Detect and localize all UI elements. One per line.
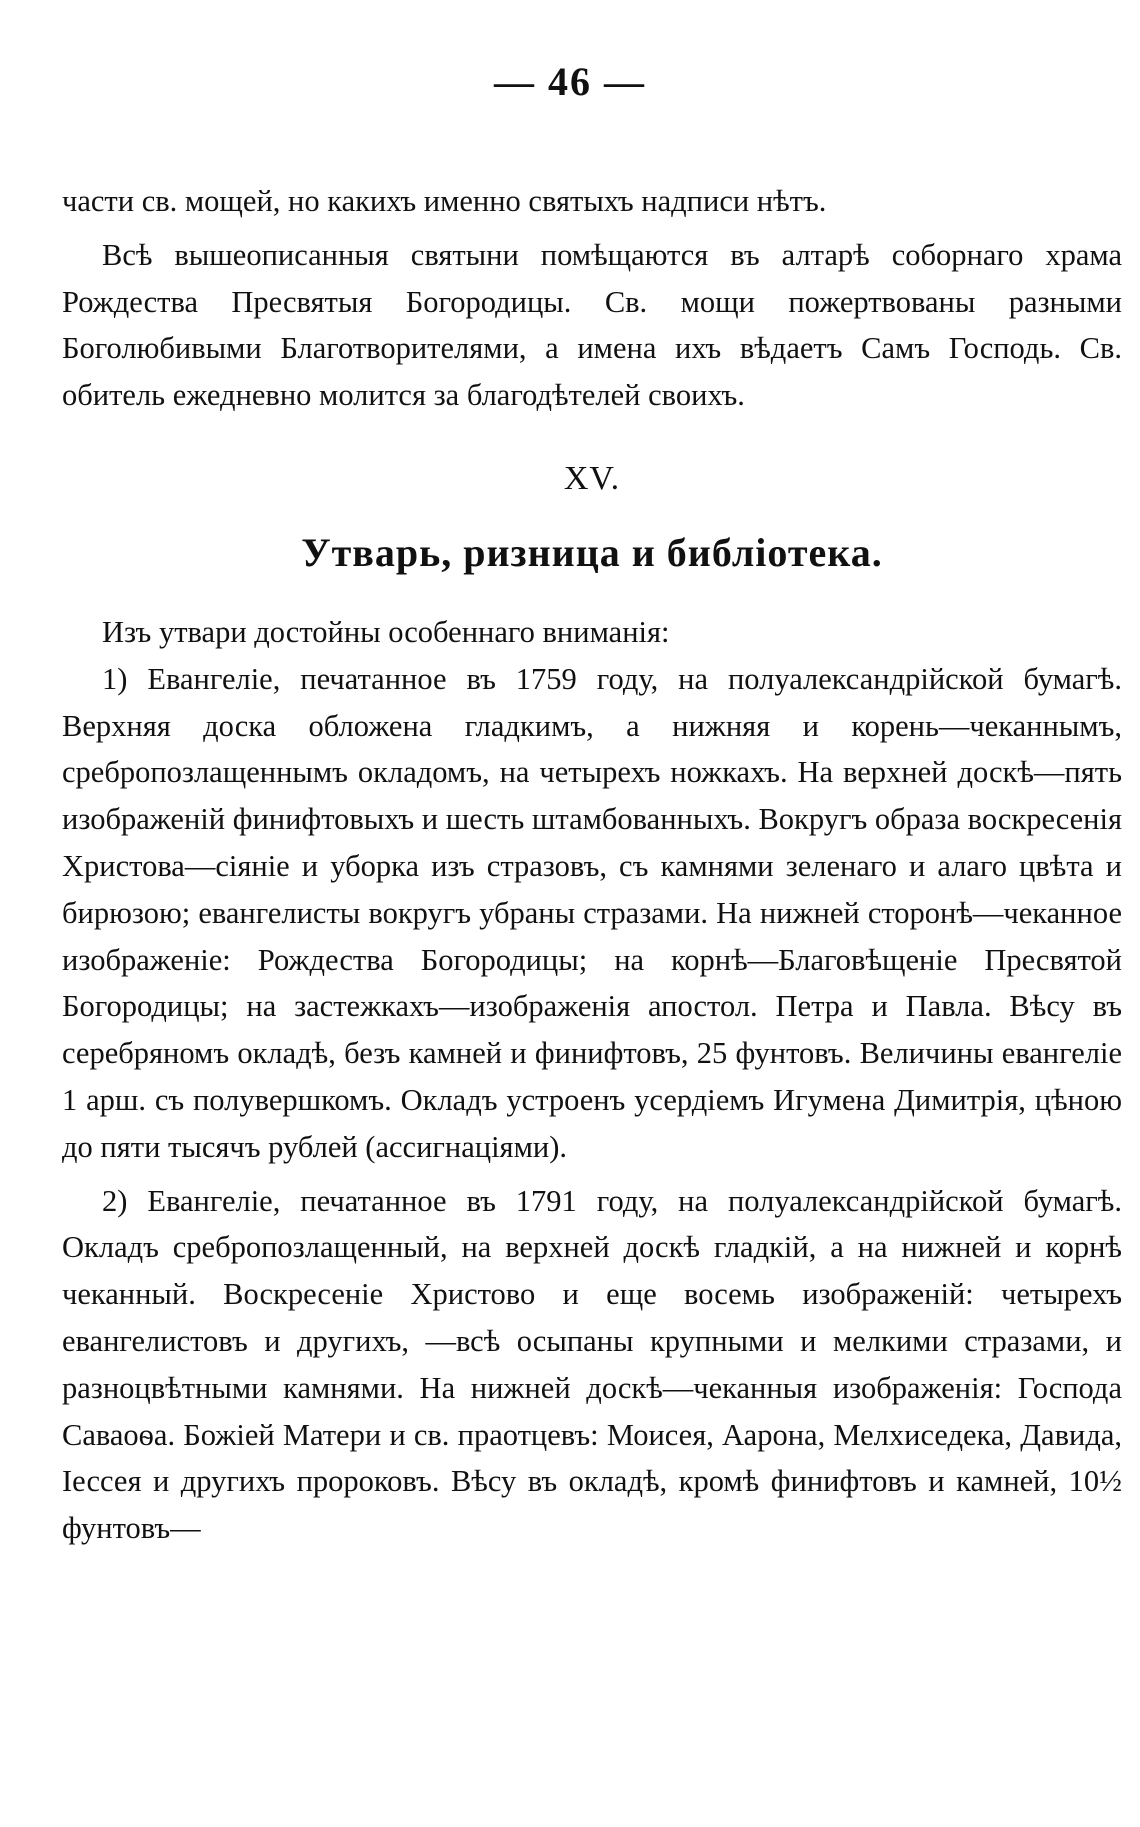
paragraph-relics: Всѣ вышеописанныя святыни помѣщаются въ алтарѣ соборнаго храма Рождества Пресвятыя Богородицы. Св. мощи пожертвованы разными Боголюбивыми Благотворителями, а имена ихъ вѣдаетъ Самъ Господь. Св. обитель ежедневно молится за благодѣтелей своихъ. bbox=[62, 237, 1122, 413]
paragraph-continuation: части св. мощей, но какихъ именно святыхъ надписи нѣтъ. bbox=[62, 184, 827, 218]
section-title: Утварь, ризница и библіотека. bbox=[301, 529, 883, 575]
page-number: — 46 — bbox=[494, 59, 646, 104]
body-text bbox=[62, 178, 1122, 1552]
paragraph-intro: Изъ утвари достойны особеннаго вниманія: bbox=[102, 614, 670, 649]
paragraph-item-1: 1) Евангеліе, печатанное въ 1759 году, на полуалександрійской бумагѣ. Верхняя доска обложена гладкимъ, а нижняя и корень—чеканнымъ, сребропозлащеннымъ окладомъ, на четырехъ ножкахъ. На верхней доскѣ—пять изображеній финифтовыхъ и шесть штамбованныхъ. Вокругъ образа воскресенія Христова—сіяніе и уборка изъ стразовъ, съ камнями зеленаго и алаго цвѣта и бирюзою; евангелисты вокругъ убраны стразами. На нижней сторонѣ—чеканное изображеніе: Рождества Богородицы; на корнѣ—Благовѣщеніе Пресвятой Богородицы; на застежкахъ—изображенія апостол. Петра и Павла. Вѣсу въ серебряномъ окладѣ, безъ камней и финифтовъ, 25 фунтовъ. Величины евангеліе 1 арш. съ полувершкомъ. Окладъ устроенъ усердіемъ Игумена Димитрія, цѣною до пяти тысячъ рублей (ассигнаціями). bbox=[62, 661, 1123, 1164]
section-numeral: XV. bbox=[563, 459, 621, 497]
paragraph-item-2: 2) Евангеліе, печатанное въ 1791 году, на полуалександрійской бумагѣ. Окладъ сребропозлащенный, на верхней доскѣ гладкій, а на нижней и корнѣ чеканный. Воскресеніе Христово и еще восемь изображеній: четырехъ евангелистовъ и другихъ, —всѣ осыпаны крупными и мелкими стразами, и разноцвѣтными камнями. На нижней доскѣ—чеканныя изображенія: Господа Саваоѳа. Божіей Матери и св. праотцевъ: Моисея, Аарона, Мелхиседека, Давида, Іессея и другихъ пророковъ. Вѣсу въ окладѣ, кромѣ финифтовъ и камней, 10½ фунтовъ— bbox=[62, 1183, 1122, 1546]
